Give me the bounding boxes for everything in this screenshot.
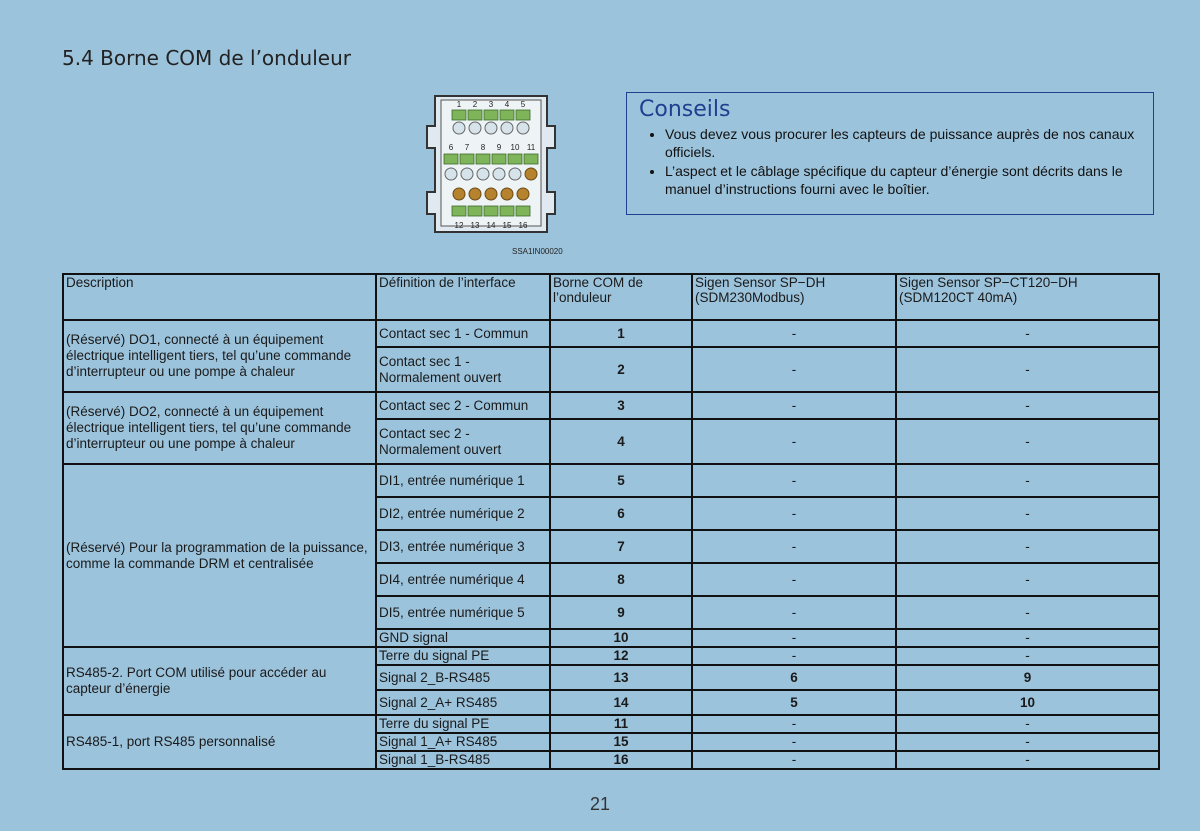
interface-cell: GND signal xyxy=(376,629,550,647)
sensor2-cell: - xyxy=(896,751,1159,769)
sensor2-cell: 10 xyxy=(896,690,1159,715)
group-description-rs485-1: RS485-1, port RS485 personnalisé xyxy=(63,715,376,769)
interface-cell: DI4, entrée numérique 4 xyxy=(376,563,550,596)
page-title: 5.4 Borne COM de l’onduleur xyxy=(62,46,351,70)
sensor2-cell: - xyxy=(896,464,1159,497)
sensor2-cell: - xyxy=(896,629,1159,647)
interface-cell: DI2, entrée numérique 2 xyxy=(376,497,550,530)
borne-cell: 12 xyxy=(550,647,692,665)
pin-label: 4 xyxy=(504,100,510,109)
sensor1-cell: 5 xyxy=(692,690,896,715)
table-row xyxy=(63,464,1159,497)
sensor2-cell: - xyxy=(896,419,1159,464)
pin-pad xyxy=(476,154,490,164)
borne-cell: 2 xyxy=(550,347,692,392)
header-sensor1: Sigen Sensor SP−DH (SDM230Modbus) xyxy=(692,274,896,320)
pin-pad xyxy=(444,154,458,164)
interface-cell: Signal 1_A+ RS485 xyxy=(376,733,550,751)
pin-hole xyxy=(517,188,529,200)
pin-label: 6 xyxy=(448,143,454,152)
sensor1-cell: - xyxy=(692,751,896,769)
pin-hole xyxy=(509,168,521,180)
conseils-title: Conseils xyxy=(639,97,731,122)
pin-pad xyxy=(500,110,514,120)
borne-cell: 11 xyxy=(550,715,692,733)
interface-cell: Signal 1_B-RS485 xyxy=(376,751,550,769)
sensor1-cell: 6 xyxy=(692,665,896,690)
pin-label: 3 xyxy=(488,100,494,109)
sensor1-cell: - xyxy=(692,497,896,530)
sensor1-cell: - xyxy=(692,320,896,347)
pin-label: 16 xyxy=(518,221,528,230)
borne-cell: 4 xyxy=(550,419,692,464)
interface-cell: Terre du signal PE xyxy=(376,715,550,733)
borne-cell: 1 xyxy=(550,320,692,347)
interface-cell: DI3, entrée numérique 3 xyxy=(376,530,550,563)
conseils-list xyxy=(639,125,1141,198)
borne-cell: 10 xyxy=(550,629,692,647)
borne-cell: 3 xyxy=(550,392,692,419)
pin-hole xyxy=(501,122,513,134)
page-number: 21 xyxy=(589,794,611,814)
pin-hole xyxy=(461,168,473,180)
header-description: Description xyxy=(63,274,376,320)
sensor1-cell: - xyxy=(692,596,896,629)
sensor1-cell: - xyxy=(692,464,896,497)
borne-cell: 13 xyxy=(550,665,692,690)
pin-hole xyxy=(485,122,497,134)
sensor1-cell: - xyxy=(692,392,896,419)
pin-pad xyxy=(516,110,530,120)
pin-pad xyxy=(484,206,498,216)
pin-label: 2 xyxy=(472,100,478,109)
interface-cell: Signal 2_B-RS485 xyxy=(376,665,550,690)
pin-pad xyxy=(452,110,466,120)
pin-label: 10 xyxy=(510,143,520,152)
pin-label: 13 xyxy=(470,221,480,230)
pin-pad xyxy=(492,154,506,164)
borne-cell: 5 xyxy=(550,464,692,497)
com-connector-diagram xyxy=(425,92,557,240)
sensor1-cell: - xyxy=(692,629,896,647)
sensor1-cell: - xyxy=(692,647,896,665)
borne-cell: 14 xyxy=(550,690,692,715)
pin-label: 7 xyxy=(464,143,470,152)
pin-label: 8 xyxy=(480,143,486,152)
sensor1-cell: - xyxy=(692,715,896,733)
pin-hole xyxy=(477,168,489,180)
pin-label: 12 xyxy=(454,221,464,230)
borne-cell: 7 xyxy=(550,530,692,563)
sensor2-cell: - xyxy=(896,733,1159,751)
pin-hole xyxy=(493,168,505,180)
pin-pad xyxy=(524,154,538,164)
table-row xyxy=(63,392,1159,419)
pin-hole xyxy=(517,122,529,134)
pin-label: 9 xyxy=(496,143,502,152)
pin-label: 14 xyxy=(486,221,496,230)
pin-hole xyxy=(525,168,537,180)
pin-label: 15 xyxy=(502,221,512,230)
pin-hole xyxy=(485,188,497,200)
sensor2-cell: - xyxy=(896,596,1159,629)
interface-cell: Contact sec 1 - Normalement ouvert xyxy=(376,347,550,392)
table-row xyxy=(63,320,1159,347)
sensor2-cell: - xyxy=(896,715,1159,733)
sensor2-cell: - xyxy=(896,647,1159,665)
conseils-box xyxy=(626,92,1154,215)
sensor1-cell: - xyxy=(692,733,896,751)
sensor2-cell: - xyxy=(896,497,1159,530)
table-row xyxy=(63,647,1159,665)
group-description-drm: (Réservé) Pour la programmation de la puissance, comme la commande DRM et centralisée xyxy=(63,464,376,647)
pin-hole xyxy=(501,188,513,200)
pin-hole xyxy=(469,188,481,200)
interface-cell: Signal 2_A+ RS485 xyxy=(376,690,550,715)
pin-pad xyxy=(452,206,466,216)
pin-hole xyxy=(469,122,481,134)
sensor1-cell: - xyxy=(692,563,896,596)
header-interface: Définition de l’interface xyxy=(376,274,550,320)
pin-label: 5 xyxy=(520,100,526,109)
sensor2-cell: - xyxy=(896,320,1159,347)
borne-cell: 15 xyxy=(550,733,692,751)
sensor1-cell: - xyxy=(692,419,896,464)
borne-cell: 16 xyxy=(550,751,692,769)
sensor2-cell: - xyxy=(896,530,1159,563)
pin-label: 1 xyxy=(456,100,462,109)
pin-pad xyxy=(508,154,522,164)
pin-pad xyxy=(468,110,482,120)
pin-hole xyxy=(445,168,457,180)
group-description-rs485-2: RS485-2. Port COM utilisé pour accéder au capteur d’énergie xyxy=(63,647,376,715)
borne-cell: 8 xyxy=(550,563,692,596)
pin-pad xyxy=(460,154,474,164)
pin-pad xyxy=(500,206,514,216)
table-header-row xyxy=(63,274,1159,320)
sensor1-cell: - xyxy=(692,530,896,563)
interface-cell: Contact sec 1 - Commun xyxy=(376,320,550,347)
borne-cell: 9 xyxy=(550,596,692,629)
interface-cell: Contact sec 2 - Commun xyxy=(376,392,550,419)
header-borne: Borne COM de l’onduleur xyxy=(550,274,692,320)
pin-pad xyxy=(484,110,498,120)
sensor1-cell: - xyxy=(692,347,896,392)
pin-pad xyxy=(468,206,482,216)
connector-image-label: SSA1IN00020 xyxy=(512,247,563,256)
pin-hole xyxy=(453,188,465,200)
pin-label: 11 xyxy=(526,143,536,152)
sensor2-cell: - xyxy=(896,347,1159,392)
borne-cell: 6 xyxy=(550,497,692,530)
pin-pad xyxy=(516,206,530,216)
interface-cell: DI5, entrée numérique 5 xyxy=(376,596,550,629)
sensor2-cell: - xyxy=(896,392,1159,419)
com-terminal-table xyxy=(62,273,1160,770)
interface-cell: Terre du signal PE xyxy=(376,647,550,665)
conseils-item: • Vous devez vous procurer les capteurs de puissance auprès de nos canaux officiels. xyxy=(665,125,1141,161)
pin-hole xyxy=(453,122,465,134)
interface-cell: Contact sec 2 - Normalement ouvert xyxy=(376,419,550,464)
interface-cell: DI1, entrée numérique 1 xyxy=(376,464,550,497)
sensor2-cell: - xyxy=(896,563,1159,596)
header-sensor2: Sigen Sensor SP−CT120−DH (SDM120CT 40mA) xyxy=(896,274,1159,320)
sensor2-cell: 9 xyxy=(896,665,1159,690)
group-description-do2: (Réservé) DO2, connecté à un équipement électrique intelligent tiers, tel qu’une commande d’interrupteur ou une pompe à chaleur xyxy=(63,392,376,464)
table-row xyxy=(63,715,1159,733)
conseils-item: • L’aspect et le câblage spécifique du capteur d’énergie sont décrits dans le manuel d’instructions fourni avec le boîtier. xyxy=(665,162,1141,198)
group-description-do1: (Réservé) DO1, connecté à un équipement électrique intelligent tiers, tel qu’une commande d’interrupteur ou une pompe à chaleur xyxy=(63,320,376,392)
